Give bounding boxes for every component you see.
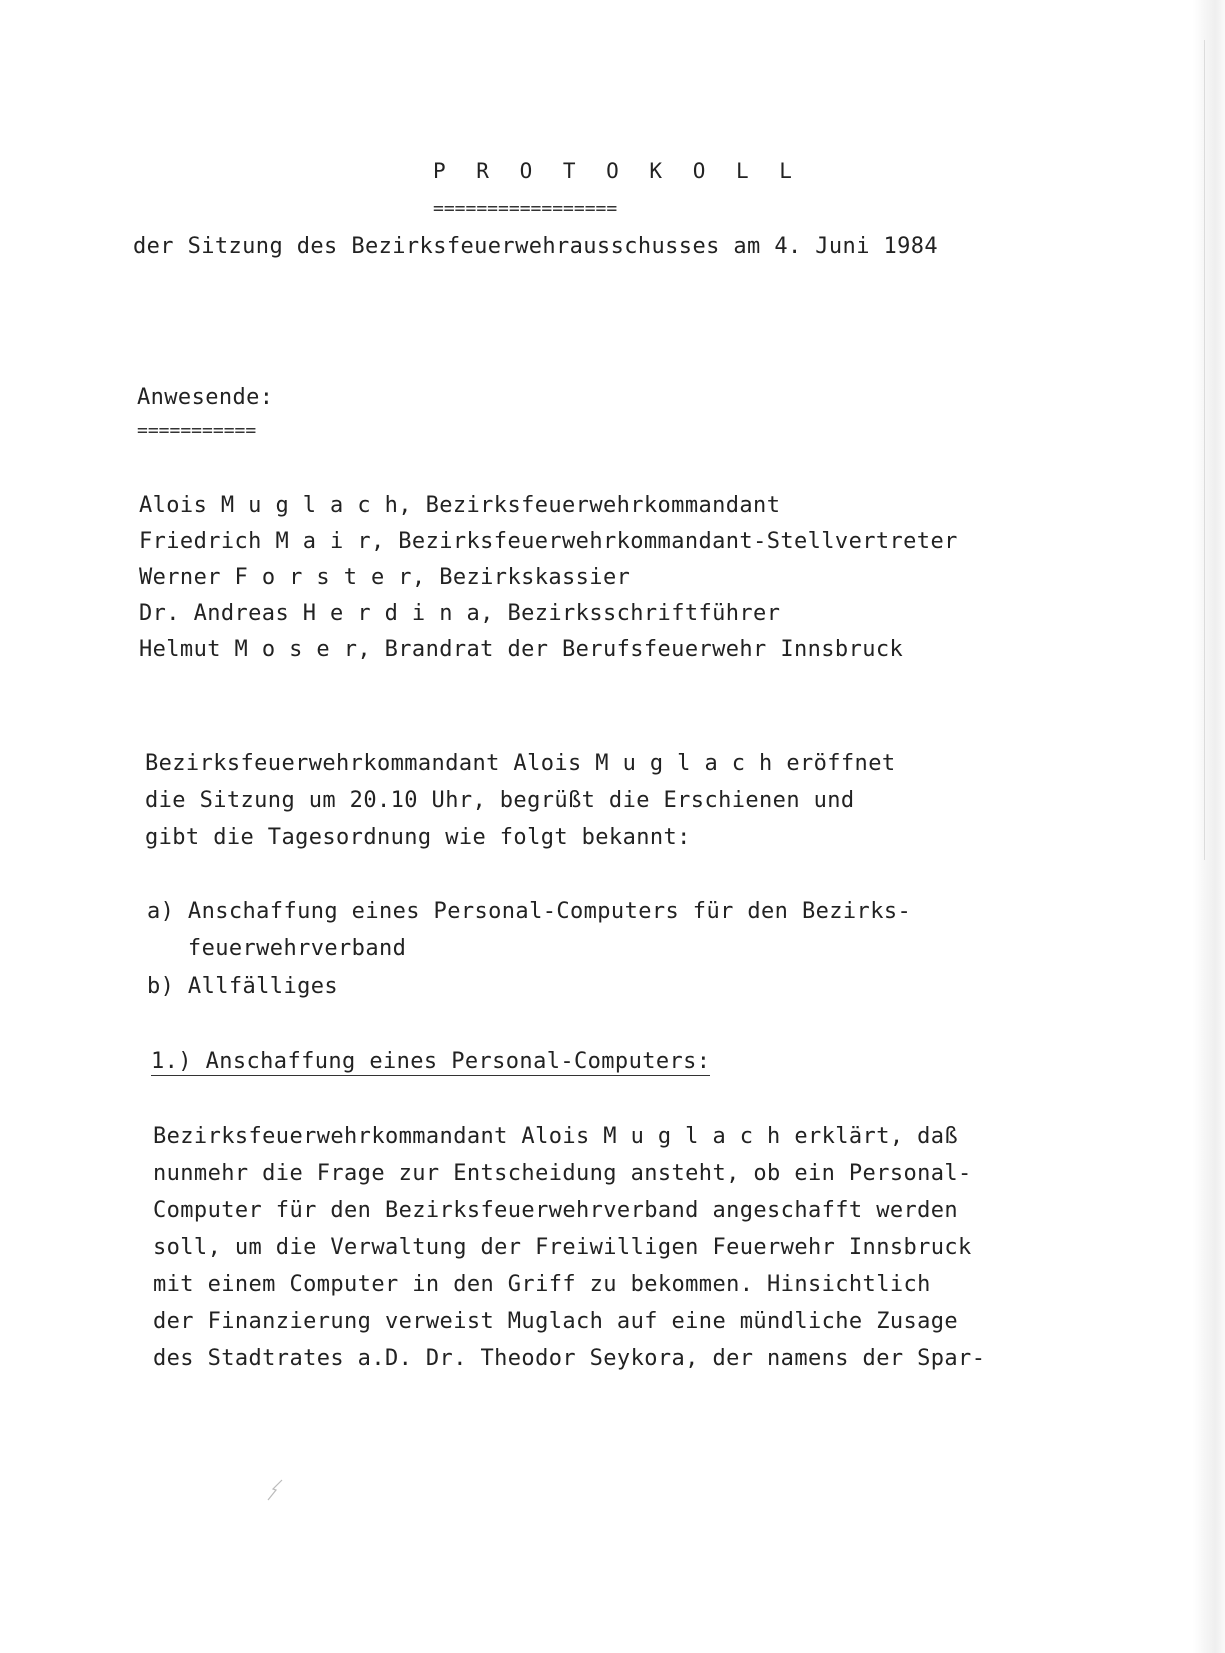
section-1-line-3: Computer für den Bezirksfeuerwehrverband angeschafft werden (153, 1198, 959, 1223)
paper-edge-shadow (1193, 0, 1225, 1653)
agenda-item-b: b) Allfälliges (147, 974, 339, 999)
section-1-line-6: der Finanzierung verweist Muglach auf eine mündliche Zusage (153, 1309, 959, 1334)
attendee-first-name: Friedrich (139, 529, 262, 554)
agenda-item-a-continued: feuerwehrverband (147, 936, 407, 961)
attendee-role: , Brandrat der Berufsfeuerwehr Innsbruck (357, 637, 904, 662)
paper-edge-line (1204, 40, 1205, 860)
attendees-heading: Anwesende: (137, 385, 274, 410)
attendee-4 (139, 601, 780, 627)
section-1-line-4: soll, um die Verwaltung der Freiwilligen Feuerwehr Innsbruck (153, 1235, 972, 1260)
attendee-2 (139, 529, 958, 555)
attendee-1 (139, 493, 780, 519)
attendee-role: , Bezirksschriftführer (480, 601, 781, 626)
attendee-first-name: Werner (139, 565, 221, 590)
section-1-line-1: Bezirksfeuerwehrkommandant Alois M u g l a c h erklärt, daß (153, 1124, 959, 1149)
attendee-first-name: Dr. Andreas (139, 601, 290, 626)
attendee-surname: M a i r (275, 529, 371, 554)
attendee-surname: F o r s t e r (234, 565, 412, 590)
attendee-first-name: Alois (139, 493, 208, 518)
opening-line-1: Bezirksfeuerwehrkommandant Alois M u g l a c h eröffnet (145, 751, 896, 776)
section-1-line-5: mit einem Computer in den Griff zu bekommen. Hinsichtlich (153, 1272, 931, 1297)
attendee-surname: M o s e r (234, 637, 358, 662)
attendee-role: , Bezirkskassier (411, 565, 631, 590)
pencil-tick-mark (266, 1478, 286, 1502)
section-1-line-7: des Stadtrates a.D. Dr. Theodor Seykora, der namens der Spar- (153, 1346, 986, 1371)
opening-line-2: die Sitzung um 20.10 Uhr, begrüßt die Erschienen und (145, 788, 855, 813)
attendee-role: , Bezirksfeuerwehrkommandant (398, 493, 781, 518)
attendee-surname: H e r d i n a (302, 601, 481, 626)
document-title: P R O T O K O L L (433, 159, 801, 183)
section-1-heading-text: 1.) Anschaffung eines Personal-Computers: (151, 1049, 711, 1074)
attendee-surname: M u g l a c h (220, 493, 399, 518)
section-1-heading (151, 1049, 710, 1075)
section-1-line-2: nunmehr die Frage zur Entscheidung ansteht, ob ein Personal- (153, 1161, 972, 1186)
opening-line-3: gibt die Tagesordnung wie folgt bekannt: (145, 825, 691, 850)
attendee-3 (139, 565, 630, 591)
attendees-heading-rule: =========== (137, 420, 257, 441)
attendee-role: , Bezirksfeuerwehrkommandant-Stellvertreter (371, 529, 958, 554)
agenda-item-a: a) Anschaffung eines Personal-Computers für den Bezirks- (147, 899, 912, 924)
attendee-first-name: Helmut (139, 637, 221, 662)
attendee-5 (139, 637, 903, 663)
title-underline-rule: ================= (433, 198, 618, 219)
document-subtitle: der Sitzung des Bezirksfeuerwehrausschusses am 4. Juni 1984 (133, 234, 939, 259)
